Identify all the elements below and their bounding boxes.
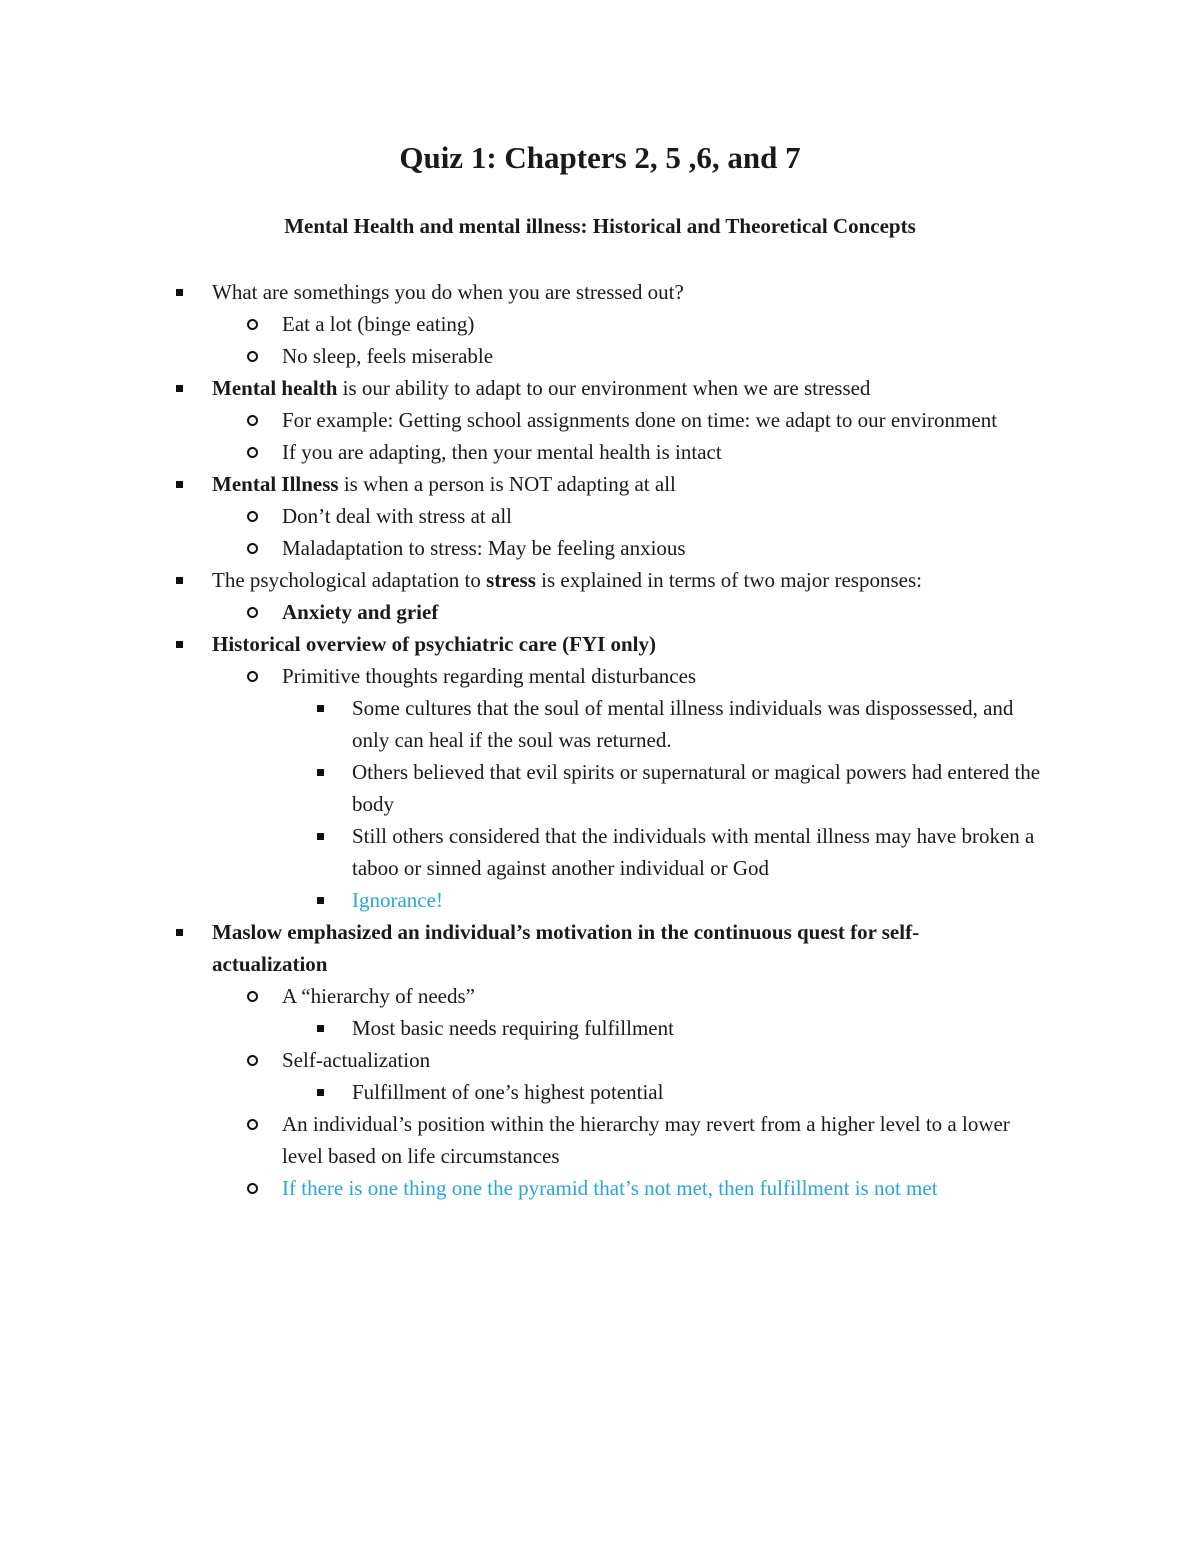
list-item: [0, 820, 1052, 884]
highlighted-note: If there is one thing one the pyramid that’s not met, then fulfillment is not met: [282, 1176, 938, 1200]
list-item: [0, 404, 1042, 436]
circle-bullet-icon: [247, 500, 258, 532]
list-item: [0, 1076, 1052, 1108]
square-bullet-icon: [176, 916, 183, 948]
list-item-text: Eat a lot (binge eating): [282, 312, 475, 336]
square-bullet-icon: [176, 564, 183, 596]
list-item: [0, 1044, 1042, 1076]
list-item-text: For example: Getting school assignments done on time: we adapt to our environment: [282, 408, 998, 432]
list-item-text: Fulfillment of one’s highest potential: [352, 1080, 664, 1104]
heading-bold: Historical overview of psychiatric care (FYI only): [212, 632, 657, 656]
list-item-text: If you are adapting, then your mental health is intact: [282, 440, 722, 464]
list-item: [0, 692, 1052, 756]
list-item-text: Some cultures that the soul of mental illness individuals was dispossessed, and only can heal if the soul was returned.: [352, 696, 1014, 752]
highlighted-note: Ignorance!: [352, 888, 443, 912]
list-item-text: Still others considered that the individuals with mental illness may have broken a taboo or sinned against another individual or God: [352, 824, 1035, 880]
list-item: [0, 628, 1032, 660]
list-item: [0, 980, 1042, 1012]
square-bullet-icon: [176, 628, 183, 660]
list-item: [0, 1172, 1042, 1204]
circle-bullet-icon: [247, 980, 258, 1012]
list-item: [0, 596, 1042, 628]
list-item: [0, 372, 1032, 404]
list-item: [0, 276, 1032, 308]
list-item: [0, 468, 1032, 500]
section-subtitle: Mental Health and mental illness: Historical and Theoretical Concepts: [284, 214, 916, 238]
list-item-text: What are somethings you do when you are stressed out?: [212, 280, 684, 304]
list-item: [0, 340, 1042, 372]
heading-bold: Maslow emphasized an individual’s motivation in the continuous quest for self-actualization: [212, 920, 920, 976]
term-bold: stress: [486, 568, 536, 592]
list-item-text: Maladaptation to stress: May be feeling anxious: [282, 536, 686, 560]
list-item: [0, 660, 1042, 692]
circle-bullet-icon: [247, 308, 258, 340]
square-bullet-icon: [176, 372, 183, 404]
list-item: [0, 1108, 1042, 1172]
circle-bullet-icon: [247, 1172, 258, 1204]
circle-bullet-icon: [247, 1044, 258, 1076]
list-item: [0, 500, 1042, 532]
square-bullet-icon: [317, 1012, 324, 1044]
square-bullet-icon: [176, 276, 183, 308]
circle-bullet-icon: [247, 660, 258, 692]
term-bold: Anxiety and grief: [282, 600, 439, 624]
square-bullet-icon: [317, 1076, 324, 1108]
term-bold: Mental health: [212, 376, 338, 400]
page-title: Quiz 1: Chapters 2, 5 ,6, and 7: [399, 140, 801, 175]
circle-bullet-icon: [247, 532, 258, 564]
square-bullet-icon: [317, 884, 324, 916]
list-item-text: A “hierarchy of needs”: [282, 984, 475, 1008]
list-item-text: The psychological adaptation to: [212, 568, 487, 592]
term-bold: Mental Illness: [212, 472, 339, 496]
square-bullet-icon: [317, 756, 324, 788]
list-item-text: is our ability to adapt to our environment when we are stressed: [337, 376, 871, 400]
list-item: [0, 308, 1042, 340]
list-item-text: Others believed that evil spirits or supernatural or magical powers had entered the body: [352, 760, 1041, 816]
list-item: [0, 916, 1032, 980]
list-item: [0, 1012, 1052, 1044]
circle-bullet-icon: [247, 1108, 258, 1140]
circle-bullet-icon: [247, 340, 258, 372]
list-item: [0, 884, 1052, 916]
list-item-text: Self-actualization: [282, 1048, 431, 1072]
circle-bullet-icon: [247, 404, 258, 436]
list-item: [0, 436, 1042, 468]
list-item: [0, 532, 1042, 564]
list-item-text: is when a person is NOT adapting at all: [338, 472, 676, 496]
square-bullet-icon: [176, 468, 183, 500]
circle-bullet-icon: [247, 596, 258, 628]
list-item: [0, 564, 1032, 596]
list-item-text: Don’t deal with stress at all: [282, 504, 512, 528]
list-item-text: An individual’s position within the hierarchy may revert from a higher level to a lower level based on life circumstances: [282, 1112, 1010, 1168]
list-item-text: Primitive thoughts regarding mental disturbances: [282, 664, 697, 688]
list-item-text: Most basic needs requiring fulfillment: [352, 1016, 674, 1040]
list-item: [0, 756, 1052, 820]
list-item-text: No sleep, feels miserable: [282, 344, 494, 368]
outline-list: [0, 276, 1200, 1204]
circle-bullet-icon: [247, 436, 258, 468]
square-bullet-icon: [317, 692, 324, 724]
list-item-text: is explained in terms of two major responses:: [535, 568, 922, 592]
square-bullet-icon: [317, 820, 324, 852]
